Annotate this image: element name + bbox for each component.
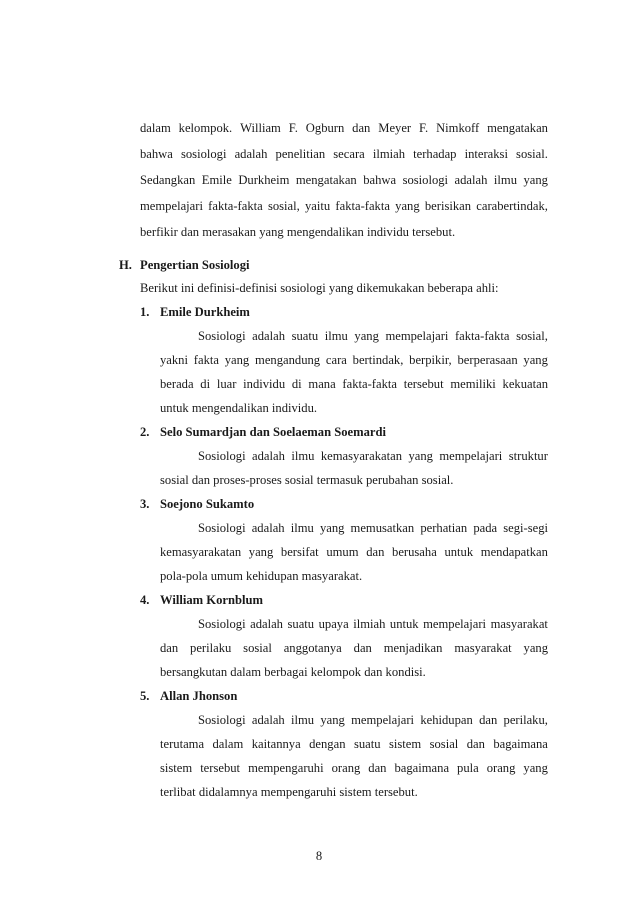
item-line: untuk mengendalikan individu.	[160, 401, 318, 415]
intro-line: bahwa sosiologi adalah penelitian secara ilmiah terhadap interaksi sosial.	[140, 147, 548, 161]
item-line: berada di luar individu di mana fakta-fakta tersebut memiliki kekuatan	[160, 377, 548, 391]
item-number: 4.	[140, 593, 150, 607]
item-line: Sosiologi adalah ilmu kemasyarakatan yang mempelajari struktur	[198, 449, 548, 463]
item-line: pola-pola umum kehidupan masyarakat.	[160, 569, 363, 583]
page-number: 8	[315, 849, 323, 863]
item-number: 3.	[140, 497, 150, 511]
item-line: bersangkutan dalam berbagai kelompok dan kondisi.	[160, 665, 426, 679]
item-number: 5.	[140, 689, 150, 703]
item-name: Soejono Sukamto	[160, 497, 255, 511]
intro-line: Sedangkan Emile Durkheim mengatakan bahwa sosiologi adalah ilmu yang	[140, 173, 548, 187]
item-name: Selo Sumardjan dan Soelaeman Soemardi	[160, 425, 387, 439]
section-title: Pengertian Sosiologi	[140, 258, 250, 272]
intro-line: dalam kelompok. William F. Ogburn dan Meyer F. Nimkoff mengatakan	[140, 121, 548, 135]
item-name: William Kornblum	[160, 593, 263, 607]
item-line: yakni fakta yang mengandung cara bertindak, berpikir, berperasaan yang	[160, 353, 548, 367]
item-line: Sosiologi adalah suatu upaya ilmiah untuk mempelajari masyarakat	[198, 617, 548, 631]
item-line: dan perilaku sosial anggotanya dan menjadikan masyarakat yang	[160, 641, 548, 655]
intro-line: berfikir dan merasakan yang mengendalikan individu tersebut.	[140, 225, 456, 239]
section-lead: Berikut ini definisi-definisi sosiologi yang dikemukakan beberapa ahli:	[140, 281, 499, 295]
item-number: 1.	[140, 305, 150, 319]
item-line: sosial dan proses-proses sosial termasuk perubahan sosial.	[160, 473, 454, 487]
intro-line: mempelajari fakta-fakta sosial, yaitu fakta-fakta yang berisikan carabertindak,	[140, 199, 548, 213]
item-name: Allan Jhonson	[160, 689, 238, 703]
item-line: terutama dalam kaitannya dengan suatu sistem sosial dan bagaimana	[160, 737, 548, 751]
item-line: kemasyarakatan yang bersifat umum dan berusaha untuk mendapatkan	[160, 545, 548, 559]
item-line: sistem tersebut mempengaruhi orang dan bagaimana pula orang yang	[160, 761, 548, 775]
item-line: Sosiologi adalah ilmu yang mempelajari kehidupan dan perilaku,	[198, 713, 548, 727]
item-line: Sosiologi adalah ilmu yang memusatkan perhatian pada segi-segi	[198, 521, 548, 535]
section-letter: H.	[119, 258, 132, 272]
item-line: Sosiologi adalah suatu ilmu yang mempelajari fakta-fakta sosial,	[198, 329, 548, 343]
item-number: 2.	[140, 425, 150, 439]
item-name: Emile Durkheim	[160, 305, 250, 319]
item-line: terlibat didalamnya mempengaruhi sistem tersebut.	[160, 785, 418, 799]
